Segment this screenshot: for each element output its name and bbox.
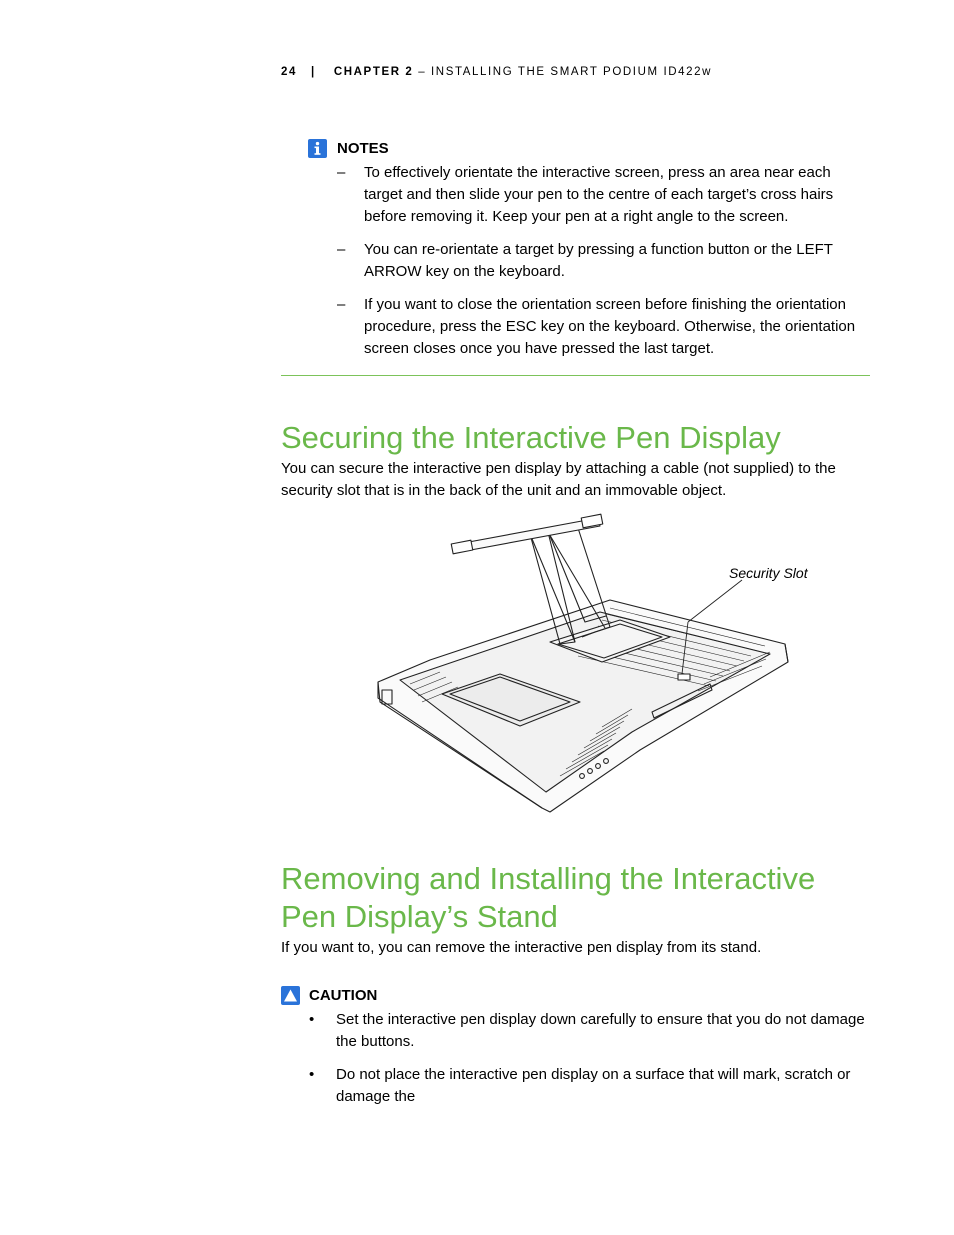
caution-heading: CAUTION: [309, 986, 378, 1004]
list-marker: •: [309, 1066, 315, 1083]
section-heading-stand: [281, 860, 815, 936]
caution-icon: [281, 986, 300, 1005]
list-item: [308, 239, 873, 283]
caution-list: [281, 1009, 873, 1108]
list-item-text: Do not place the interactive pen display on a surface that will mark, scratch or damage the: [336, 1066, 851, 1105]
notes-list: [308, 162, 873, 360]
section-body-stand: If you want to, you can remove the interactive pen display from its stand.: [281, 939, 762, 956]
list-item: [308, 294, 873, 360]
caution-block: [281, 985, 873, 1119]
list-item-text: Set the interactive pen display down carefully to ensure that you do not damage the buttons.: [336, 1011, 865, 1050]
info-icon: [308, 139, 327, 158]
list-item: [281, 1064, 873, 1108]
notes-block: [308, 138, 873, 371]
list-item: [281, 1009, 873, 1053]
notes-heading: NOTES: [337, 139, 389, 157]
list-marker: –: [337, 296, 346, 313]
list-marker: –: [337, 164, 346, 181]
list-item-text: You can re-orientate a target by pressing a function button or the LEFT ARROW key on the keyboard.: [364, 241, 833, 280]
list-item-text: If you want to close the orientation screen before finishing the orientation procedure, press the ESC key on the keyboard. Otherwise, the orientation screen closes once you have pressed the last target.: [364, 296, 856, 357]
section-heading-line2: Pen Display’s Stand: [281, 899, 558, 934]
list-item-text: To effectively orientate the interactive screen, press an area near each target and then slide your pen to the centre of each target’s cross hairs before removing it. Keep your pen at a right angle to the screen.: [364, 164, 834, 225]
list-item: [308, 162, 873, 228]
caution-heading-row: [281, 985, 873, 1005]
notes-heading-row: [308, 138, 873, 158]
list-marker: –: [337, 241, 346, 258]
header-separator: |: [311, 66, 316, 78]
security-slot-callout: Security Slot: [729, 565, 808, 581]
pen-display-illustration: [370, 512, 810, 817]
running-header: [281, 66, 712, 78]
list-marker: •: [309, 1011, 315, 1028]
chapter-label: CHAPTER 2: [333, 66, 414, 78]
section-heading-securing: Securing the Interactive Pen Display: [281, 420, 781, 455]
chapter-title: – INSTALLING THE SMART PODIUM ID422w: [418, 66, 713, 78]
section-body-securing: You can secure the interactive pen display by attaching a cable (not supplied) to the security slot that is in the back of the unit and an immovable object.: [281, 460, 836, 499]
section-heading-line1: Removing and Installing the Interactive: [281, 861, 816, 896]
pen-display-drawing: [370, 512, 810, 817]
section-divider: [281, 375, 870, 376]
page-number: 24: [281, 66, 297, 78]
